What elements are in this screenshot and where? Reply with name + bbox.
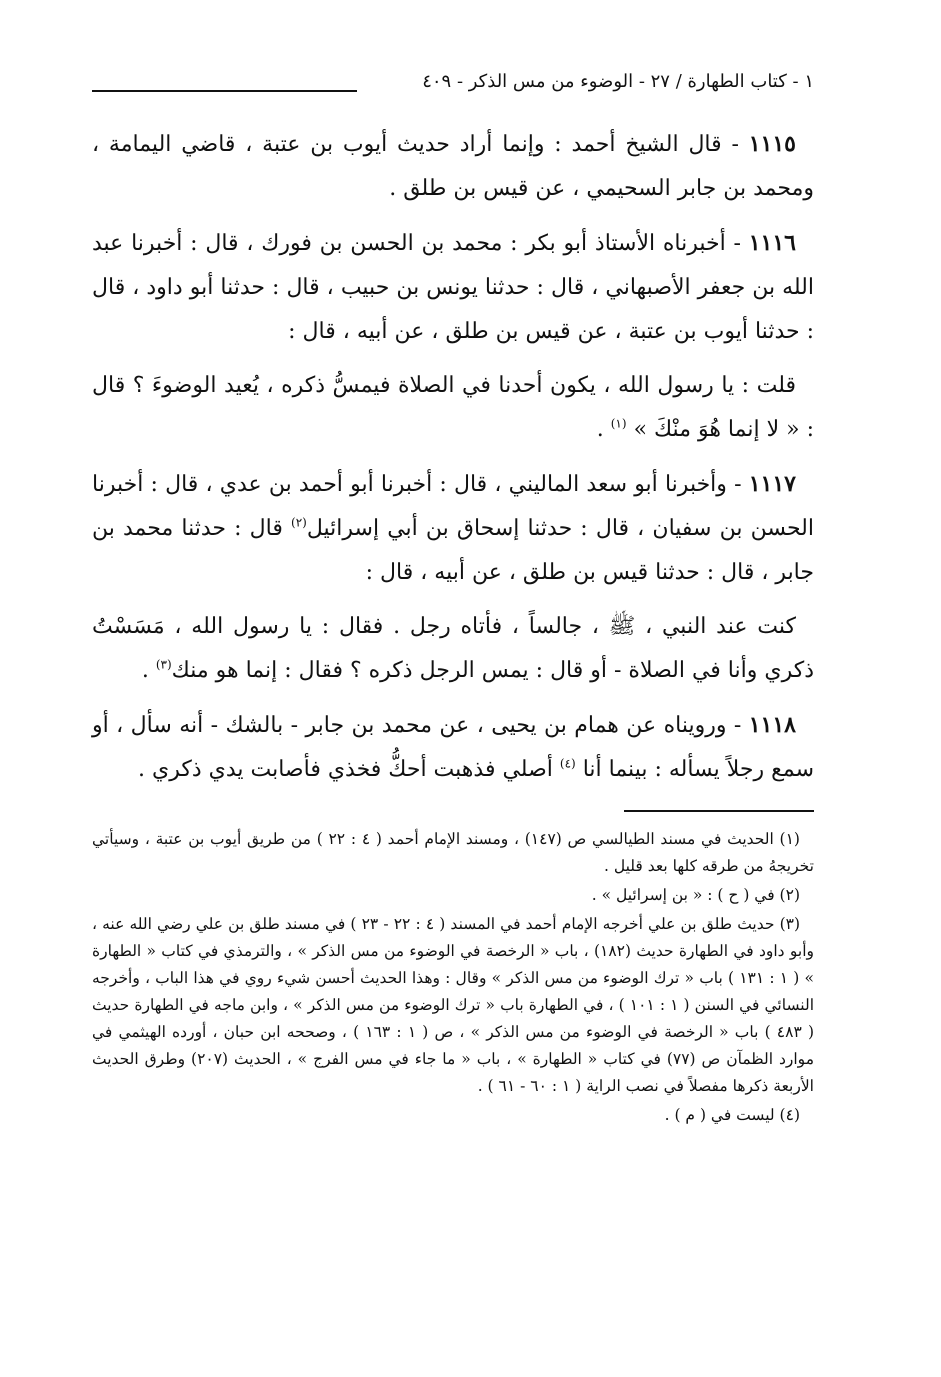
footnotes [92,826,814,1129]
paragraph-text: - ورويناه عن همام بن يحيى ، عن محمد بن جابر - بالشك - أنه سأل ، أو سمع رجلاً يسأله : بينما أنا [92,713,814,782]
running-header [92,62,814,102]
footnote-3: (٣) حديث طلق بن علي أخرجه الإمام أحمد في المسند ( ٤ : ٢٢ - ٢٣ ) في مسند طلق بن علي رضي الله عنه ، وأبو داود في الطهارة حديث (١٨٢) ، باب « الرخصة في الوضوء من مس الذكر » ، والترمذي في كتاب « الطهارة » ( ١ : ١٣١ ) باب « ترك الوضوء من مس الذكر » وقال : وهذا الحديث أحسن شيء روي في هذا الباب ، وأخرجه النسائي في السنن ( ١ : ١٠١ ) ، في الطهارة باب « ترك الوضوء من مس الذكر » ، وابن ماجه في الطهارة حديث ( ٤٨٣ ) باب « الرخصة في الوضوء من مس الذكر » ، ص ( ١ : ١٦٣ ) ، وصححه ابن حبان ، أورده الهيثمي في موارد الظمآن ص (٧٧) في كتاب « الطهارة » ، باب « ما جاء في مس الفرج » ، الحديث (٢٠٧) وطرق الحديث الأربعة ذكرها مفصلاً في نصب الراية ( ١ : ٦٠ - ٦١ ) . [92,915,815,1095]
hadith-paragraph-1116 [92,221,814,354]
footnote-4: (٤) ليست في ( م ) . [664,1106,800,1124]
paragraph-text-end: قال : حدثنا محمد بن جابر ، قال : حدثنا قيس بن طلق ، عن أبيه ، قال : [92,516,814,585]
paragraph-text-end: . [596,417,611,442]
hadith-matn-paragraph [92,605,814,693]
footnote-1: (١) الحديث في مسند الطيالسي ص (١٤٧) ، ومسند الإمام أحمد ( ٤ : ٢٢ ) من طريق أيوب بن عتبة ، وسيأتي تخريجهُ من طرقه كلها بعد قليل . [92,830,814,875]
footnote-rule [624,810,814,812]
main-text [92,122,814,792]
hadith-number: ١١١٨ [748,712,796,738]
footnote-2: (٢) في ( ح ) : « بن إسرائيل » . [591,886,800,904]
paragraph-text: - وأخبرنا أبو سعد الماليني ، قال : أخبرنا أبو أحمد بن عدي ، قال : أخبرنا الحسن بن سفيان ، قال : حدثنا إسحاق بن أبي إسرائيل [92,472,814,541]
hadith-number: ١١١٦ [748,230,796,256]
running-title: ١ - كتاب الطهارة / ٢٧ - الوضوء من مس الذكر - ٤٠٩ [422,71,814,92]
footnote-ref: (٤) [559,756,576,771]
header-rule [92,90,357,92]
paragraph-text-end: أصلي فذهبت أحكُّ فخذي فأصابت يدي ذكري . [138,757,560,782]
paragraph-text: - أخبرناه الأستاذ أبو بكر : محمد بن الحسن بن فورك ، قال : أخبرنا عبد الله بن جعفر الأصبهاني ، قال : حدثنا يونس بن حبيب ، قال : حدثنا أبو داود ، قال : حدثنا أيوب بن عتبة ، عن قيس بن طلق ، عن أبيه ، قال : [92,231,814,344]
book-page [92,62,814,1322]
footnote-ref: (١) [610,416,627,431]
hadith-number: ١١١٥ [748,131,796,157]
hadith-paragraph-1117 [92,462,814,595]
paragraph-text: - قال الشيخ أحمد : وإنما أراد حديث أيوب بن عتبة ، قاضي اليمامة ، ومحمد بن جابر السحيمي ، عن قيس بن طلق . [92,132,814,201]
footnote-ref: (٢) [291,515,307,530]
hadith-paragraph-1118 [92,703,814,792]
paragraph-text-end: . [141,658,156,683]
paragraph-text: قلت : يا رسول الله ، يكون أحدنا في الصلاة فيمسُّ ذكره ، يُعيد الوضوءَ ؟ قال : « لا إنما هُوَ منْكَ » [92,373,814,442]
hadith-number: ١١١٧ [748,471,796,497]
hadith-matn-paragraph [92,364,814,452]
hadith-paragraph-1115 [92,122,814,211]
footnote-ref: (٣) [155,657,172,672]
paragraph-text: كنت عند النبي ، ﷺ ، جالساً ، فأتاه رجل . فقال : يا رسول الله ، مَسَسْتُ ذكري وأنا في الصلاة - أو قال : يمس الرجل ذكره ؟ فقال : إنما هو منك [92,614,814,683]
